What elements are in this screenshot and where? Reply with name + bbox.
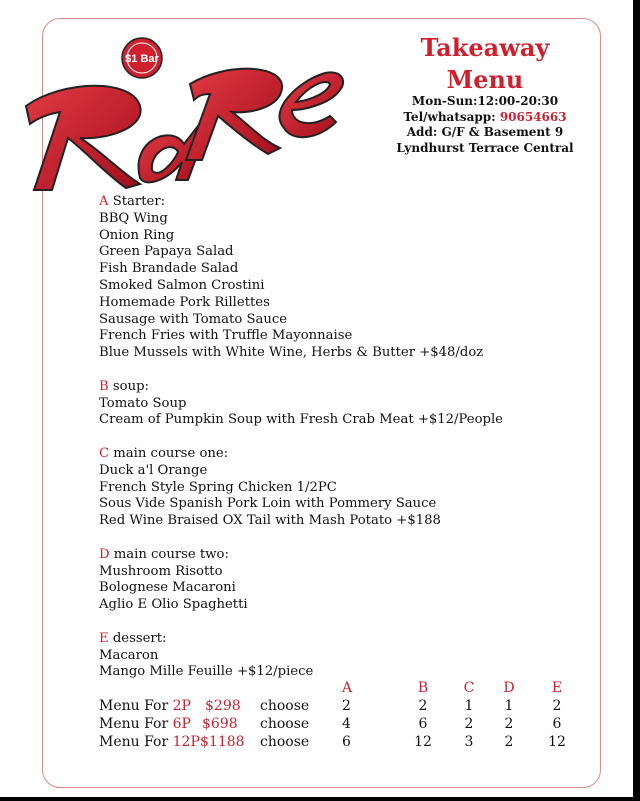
section-heading [99,547,503,564]
opening-hours: Mon-Sun:12:00-20:30 [411,94,559,108]
row-people: 2P [172,698,191,714]
menu-item: French Style Spring Chicken 1/2PC [99,479,337,495]
menu-item: Cream of Pumpkin Soup with Fresh Crab Meat +$12/People [99,412,503,428]
menu-item: Smoked Salmon Crostini [99,277,265,293]
row-count: 1 [464,698,474,714]
section-letter: D [99,546,110,562]
row-count: 1 [504,698,514,714]
menu-item: Sous Vide Spanish Pork Loin with Pommery Sauce [99,496,437,512]
menu-list [99,194,503,698]
row-price: $298 [205,698,241,714]
phone-label: Tel/whatsapp: [403,109,496,124]
menu-item: Onion Ring [99,227,175,243]
section-letter: E [99,630,109,646]
menu-item: Macaron [99,647,159,663]
section-name: main course two: [109,546,229,562]
row-count: 12 [414,734,432,750]
phone-number[interactable]: 90654663 [499,109,567,124]
section-heading [99,379,503,396]
column-a: A [342,680,353,696]
menu-item: Red Wine Braised OX Tail with Mash Potato +$188 [99,513,441,529]
menu-item: French Fries with Truffle Mayonnaise [99,328,353,344]
page-title [400,32,570,96]
section-letter: A [99,194,109,209]
pricing-row [99,697,590,715]
section-letter: B [99,378,109,394]
row-count: 2 [504,734,514,750]
column-d: D [503,680,515,696]
menu-item: Mushroom Risotto [99,563,223,579]
section-dessert [99,631,503,681]
menu-item: Green Papaya Salad [99,244,234,260]
menu-item: Sausage with Tomato Sauce [99,311,288,327]
rare-logo [22,28,352,198]
address-line-2: Lyndhurst Terrace Central [396,140,574,155]
pricing-header-row [99,679,590,697]
menu-item: Blue Mussels with White Wine, Herbs & Butter +$48/doz [99,345,484,361]
row-price: $698 [202,716,238,732]
row-count: 6 [342,734,351,750]
menu-item: Mango Mille Feuille +$12/piece [99,664,314,680]
pricing-row [99,715,590,733]
section-main-one [99,446,503,530]
row-count: 3 [464,734,474,750]
column-b: B [417,680,429,696]
row-price: $1188 [200,734,245,750]
row-count: 4 [342,716,351,732]
row-prefix: Menu For [99,734,173,750]
row-choose: choose [260,698,310,714]
section-heading [99,631,503,648]
menu-item: Duck a'l Orange [99,462,208,478]
section-main-two [99,547,503,614]
menu-item: Tomato Soup [99,395,187,411]
row-count: 2 [464,716,474,732]
title-line-2: Menu [446,65,524,94]
menu-item: Bolognese Macaroni [99,580,236,596]
row-choose: choose [260,734,310,750]
row-choose: choose [260,716,310,732]
pricing-table [99,679,590,751]
row-count: 6 [418,716,428,732]
contact-info [380,94,590,156]
section-heading [99,194,503,211]
menu-item: Homemade Pork Rillettes [99,294,270,310]
column-e: E [551,680,563,696]
phone-line [380,110,590,126]
row-count: 2 [418,698,428,714]
row-prefix: Menu For [99,698,173,714]
row-people: 12P [172,734,200,750]
pricing-row [99,733,590,751]
section-starter [99,194,503,362]
badge-text: $1 Bar [125,53,159,65]
section-soup [99,379,503,429]
row-people: 6P [172,716,191,732]
section-name: dessert: [108,630,167,646]
menu-item: Fish Brandade Salad [99,261,239,277]
section-name: main course one: [109,445,229,461]
menu-item: BBQ Wing [99,210,168,226]
section-letter: C [99,445,110,461]
row-prefix: Menu For [99,716,173,732]
column-c: C [463,680,475,696]
title-line-1: Takeaway [420,33,550,62]
address-line-1: Add: G/F & Basement 9 [406,125,564,139]
row-count: 12 [548,734,566,750]
section-name: soup: [108,378,149,394]
row-count: 2 [504,716,514,732]
section-heading [99,446,503,463]
row-count: 2 [552,698,562,714]
menu-item: Aglio E Olio Spaghetti [99,597,248,613]
row-count: 2 [342,698,351,714]
section-name: Starter: [108,194,166,209]
row-count: 6 [552,716,562,732]
